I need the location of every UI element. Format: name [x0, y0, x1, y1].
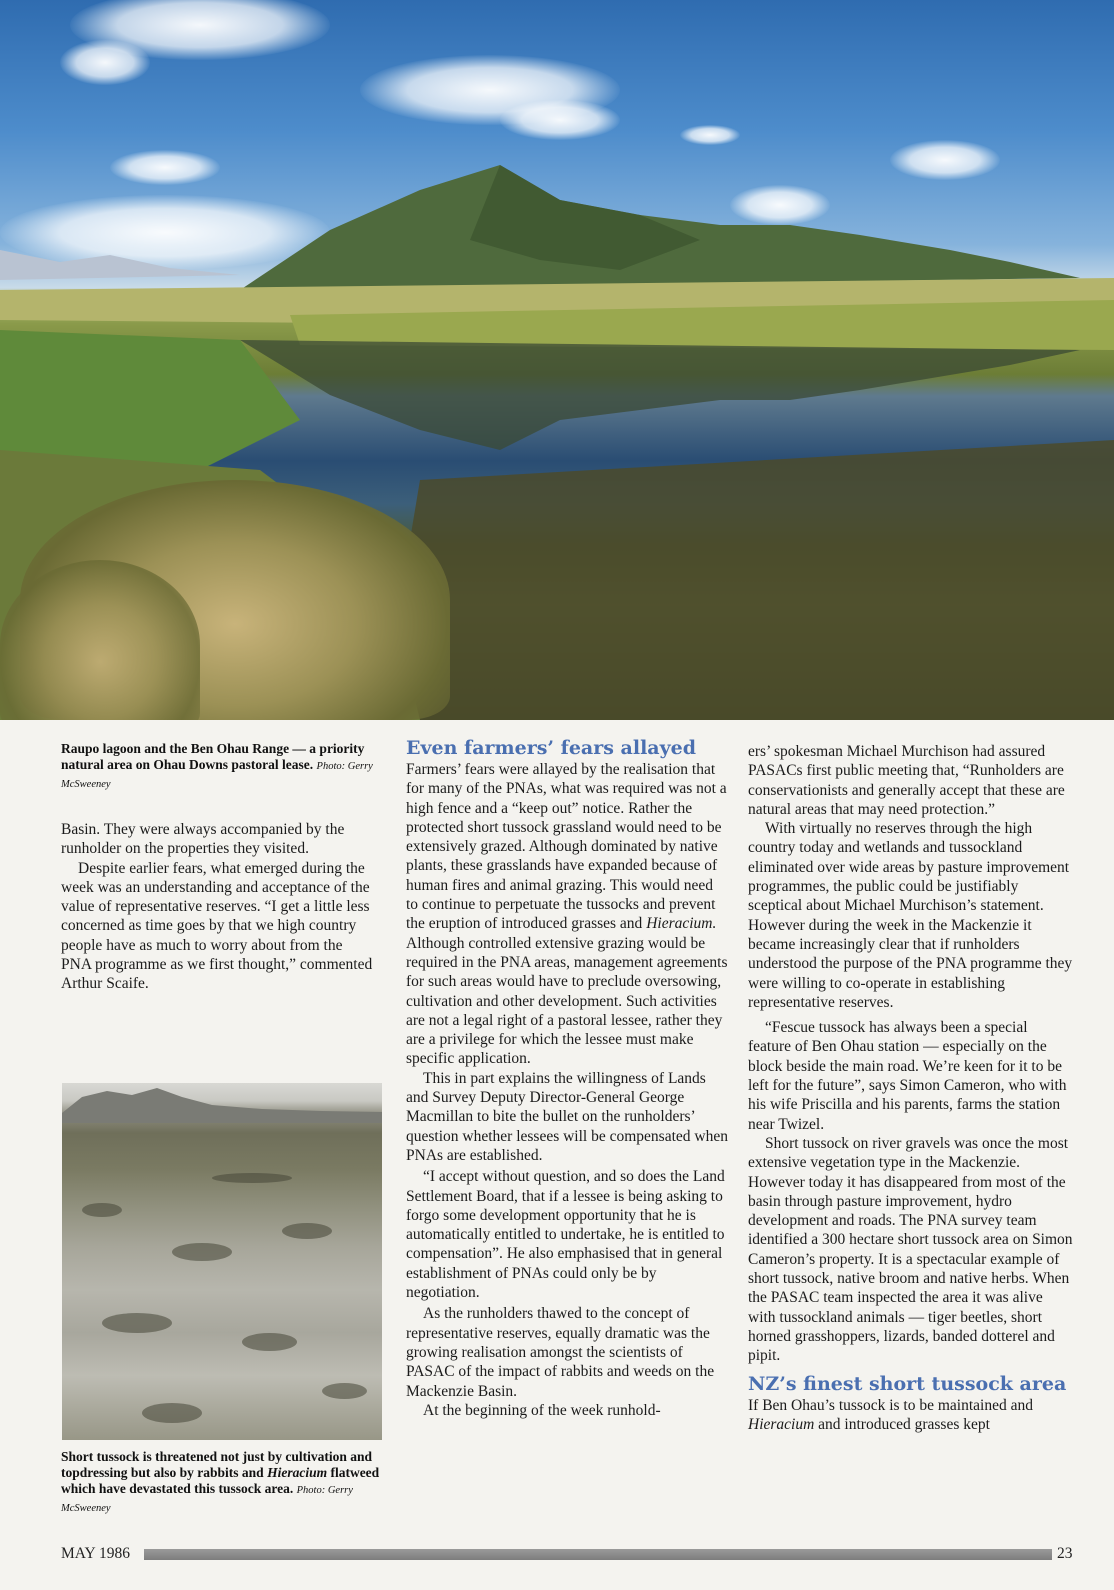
column-2	[406, 736, 728, 1420]
column-3	[748, 742, 1073, 1434]
paragraph: With virtually no reserves through the high country today and wetlands and tussockland eliminated over wide areas by pasture improvement programmes, the public could be justifiably sceptical about Michael Murchison’s statement. However during the week in the Mackenzie it became increasingly clear that if runholders understood the purpose of the PNA programme they were willing to co-operate in establishing representative reserves.	[748, 820, 1073, 1011]
tussock-photo	[62, 1083, 382, 1440]
paragraph: At the beginning of the week runhold-	[423, 1401, 661, 1419]
paragraph	[748, 1396, 1073, 1435]
paragraph: “I accept without question, and so does the Land Settlement Board, that if a lessee is being asking to forgo some development opportunity that he is automatically entitled to undertake, he is entitled to compensation”. He also emphasised that in general establishment of PNAs could only be by negotiation.	[406, 1168, 725, 1302]
italic-term: Hieracium	[748, 1415, 815, 1433]
photo2-caption-text: Short tussock is threatened not just by cultivation and topdressing but also by rabbits and	[61, 1449, 373, 1480]
hero-photo-credit: Photo: Gerry McSweeney	[61, 761, 373, 790]
paragraph-text: Although controlled extensive grazing would be required in the PNA areas, management agreements for such areas would have to preclude oversowing, cultivation and other development. Such activities are not a legal right of a pastoral lessee, rather they are a privilege for which the lessee must make specific application.	[406, 934, 728, 1068]
section-heading-2: NZ’s finest short tussock area	[748, 1372, 1067, 1395]
hero-photo	[0, 0, 1114, 720]
paragraph: ers’ spokesman Michael Murchison had assured PASACs first public meeting that, “Runholders are conservationists and generally accept that these are natural areas that may need protection.”	[748, 743, 1065, 818]
paragraph-text: and introduced grasses kept	[814, 1415, 990, 1433]
photo2-caption	[61, 1449, 381, 1517]
hero-caption-text: Raupo lagoon and the Ben Ohau Range — a priority natural area on Ohau Downs pastoral lease.	[61, 741, 365, 772]
photo2-photo-credit: Photo: Gerry McSweeney	[61, 1485, 353, 1514]
paragraph: Despite earlier fears, what emerged during the week was an understanding and acceptance of the value of representative reserves. “I get a little less concerned as time goes by that we high country people have as much to worry about from the PNA programme as we first thought,” commented Arthur Scaife.	[61, 859, 373, 993]
paragraph: Basin. They were always accompanied by the runholder on the properties they visited.	[61, 821, 345, 858]
photo2-caption-text-end: flatweed which have devastated this tussock area.	[61, 1465, 380, 1496]
paragraph: As the runholders thawed to the concept of representative reserves, equally dramatic was the growing realisation amongst the scientists of PASAC of the impact of rabbits and weeds on the Mackenzie Basin.	[406, 1305, 715, 1400]
paragraph: “Fescue tussock has always been a special feature of Ben Ohau station — especially on the block beside the main road. We’re keen for it to be left for the future”, says Simon Cameron, who with his wife Priscilla and his parents, farms the station near Twizel.	[748, 1019, 1067, 1133]
issue-date: MAY 1986	[61, 1545, 131, 1562]
paragraph-text: Farmers’ fears were allayed by the realisation that for many of the PNAs, what was required was not a high fence and a “keep out” notice. Rather the protected short tussock grassland would need to be extensively grazed. Although dominated by native plants, these grasslands have expanded because of human fires and animal grazing. This would need to continue to perpetuate the tussocks and prevent the eruption of introduced grasses and	[406, 761, 727, 933]
paragraph: Short tussock on river gravels was once the most extensive vegetation type in the Mackenzie. However today it has disappeared from most of the basin through pasture improvement, hydro development and roads. The PNA survey team identified a 300 hectare short tussock area on Simon Cameron’s property. It is a spectacular example of short tussock, native broom and native herbs. When the PASAC team inspected the area it was alive with tussockland animals — tiger beetles, short horned grasshoppers, lizards, banded dotterel and pipit.	[748, 1134, 1073, 1365]
page-number: 23	[1057, 1545, 1073, 1562]
paragraph-text: If Ben Ohau’s tussock is to be maintained and	[748, 1396, 1033, 1414]
section-heading-1: Even farmers’ fears allayed	[406, 737, 697, 759]
footer-rule	[144, 1549, 1052, 1560]
column-1	[61, 820, 376, 994]
paragraph: This in part explains the willingness of Lands and Survey Deputy Director-General George Macmillan to bite the bullet on the runholders’ question whether lessees will be compensated when PNAs are established.	[406, 1069, 728, 1164]
distant-hills	[62, 1083, 382, 1123]
photo2-caption-italic: Hieracium	[267, 1465, 328, 1480]
paragraph	[406, 760, 728, 1069]
italic-term: Hieracium.	[646, 915, 717, 933]
hero-caption	[61, 741, 379, 793]
